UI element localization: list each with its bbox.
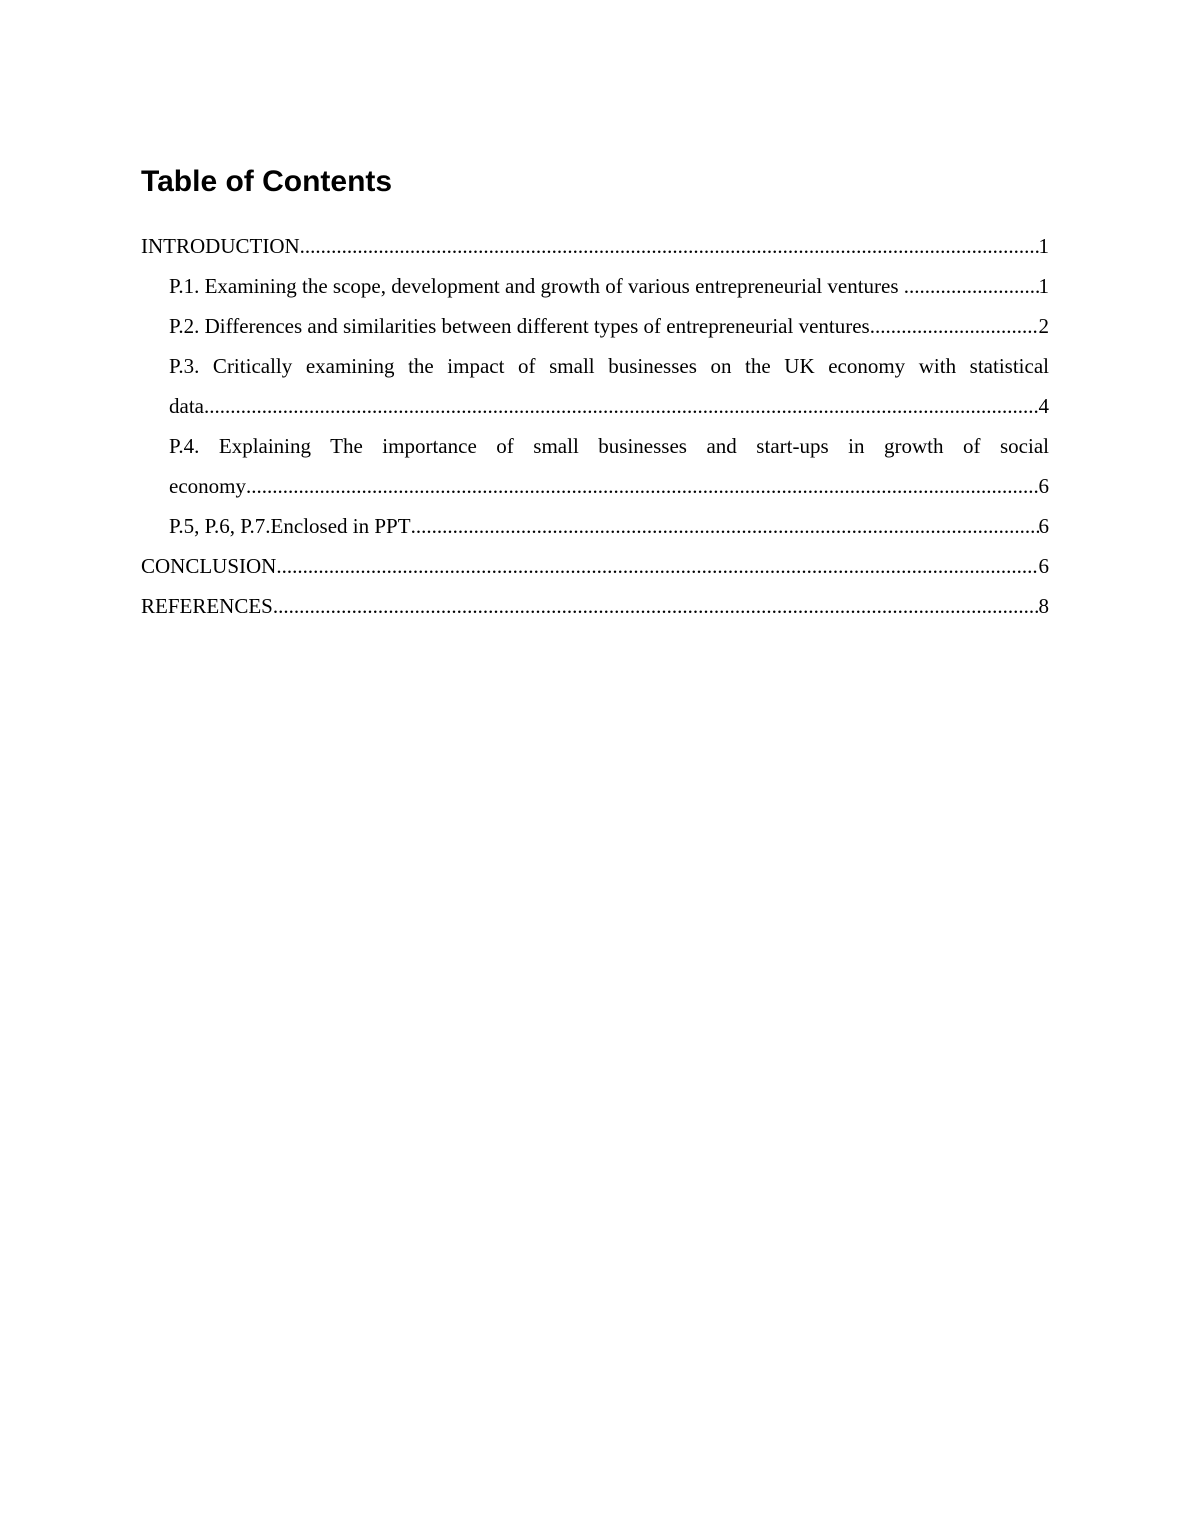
dot-leader	[411, 506, 1039, 546]
dot-leader	[204, 386, 1039, 426]
toc-entry-page: 2	[1038, 314, 1049, 338]
toc-entry-label: P.5, P.6, P.7.Enclosed in PPT	[169, 514, 411, 538]
toc-entry-page: 4	[1038, 394, 1049, 418]
toc-entry-label: P.2. Differences and similarities between different types of entrepreneurial ventures	[169, 314, 870, 338]
dot-leader	[300, 226, 1039, 266]
toc-entry-p1[interactable]	[141, 266, 1049, 306]
dot-leader	[870, 306, 1039, 346]
toc-entry-label-line2: economy	[169, 474, 246, 498]
toc-entry-page: 6	[1038, 514, 1049, 538]
toc-entry-label-line2: data	[169, 394, 204, 418]
dot-leader	[246, 466, 1039, 506]
toc-entry-p5-p6-p7[interactable]	[141, 506, 1049, 546]
toc-entry-introduction[interactable]	[141, 226, 1049, 266]
toc-list	[141, 226, 1049, 626]
toc-entry-label: P.1. Examining the scope, development and growth of various entrepreneurial ventures	[169, 274, 904, 298]
toc-entry-page: 1	[1038, 234, 1049, 258]
toc-entry-conclusion[interactable]	[141, 546, 1049, 586]
toc-entry-references[interactable]	[141, 586, 1049, 626]
toc-entry-label-line1: P.4. Explaining The importance of small businesses and start-ups in growth of social	[169, 434, 1049, 458]
toc-entry-label: REFERENCES	[141, 594, 273, 618]
toc-entry-p4[interactable]	[141, 426, 1049, 506]
toc-entry-label: INTRODUCTION	[141, 234, 300, 258]
toc-entry-p3[interactable]	[141, 346, 1049, 426]
toc-entry-label: CONCLUSION	[141, 554, 277, 578]
table-of-contents	[141, 160, 1049, 626]
toc-entry-label-line1: P.3. Critically examining the impact of small businesses on the UK economy with statistical	[169, 354, 1049, 378]
toc-entry-page: 6	[1038, 554, 1049, 578]
toc-title: Table of Contents	[141, 165, 393, 198]
toc-entry-page: 8	[1038, 594, 1049, 618]
toc-entry-p2[interactable]	[141, 306, 1049, 346]
dot-leader	[273, 586, 1039, 626]
dot-leader	[904, 266, 1039, 306]
toc-entry-page: 6	[1038, 474, 1049, 498]
toc-entry-page: 1	[1038, 274, 1049, 298]
dot-leader	[276, 546, 1038, 586]
